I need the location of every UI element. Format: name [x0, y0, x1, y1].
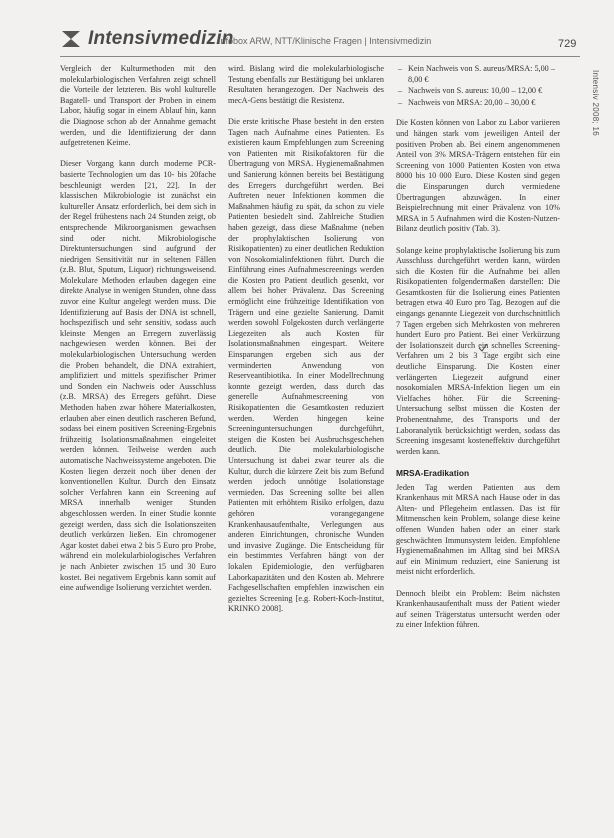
paragraph: Solange keine prophylaktische Isolierung bis zum Ausschluss durchgeführt werden kann, würden sich die Kosten für die Aufnahme bei allen Risikopatienten folgendermaßen darstellen: Die Gesamtkosten für die Isolierung eines Patienten betragen etwa 40 Euro pro Tag. Bezogen auf die eingangs genannte Liegezeit von durchschnittlich 7 Tagen ergeben sich Mehrkosten von mehreren hundert Euro pro Patient. Bei einer Verkürzung der Isolationszeit durch ein schnelles Screening-Verfahren um 2 bis 3 Tage ergibt sich eine deutliche Einsparung. Die Kosten einer verlängerten Liegezeit aufgrund einer nosokomialen MRSA-Infektion liegen um ein Vielfaches höher. Für die Screening-Untersuchung selbst müssen die Kosten der Probenentnahme, des Transports und der Laboranalytik berücksichtigt werden, sodass das Screening insgesamt kosteneffektiv durchgeführt werden kann. [396, 245, 560, 456]
list-item: – Nachweis von MRSA: 20,00 – 30,00 € [396, 98, 560, 109]
paragraph: Dennoch bleibt ein Problem: Beim nächsten Krankenhausaufenthalt muss der Patient wieder auf seinen Trägerstatus untersucht werden oder zu einer Infektion führen. [396, 588, 560, 630]
paragraph: Jeden Tag werden Patienten aus dem Krankenhaus mit MRSA nach Hause oder in das Alten- und Pflegeheim entlassen. Das ist für Mitmenschen kein Problem, solange diese keine offenen Wunden haben oder an einer stark geschwächten Immunsystem leiden. Empfohlene Hygienemaßnahmen im Alltag sind bei MRSA auf ein Minimum reduziert, eine Sanierung ist meist nicht erforderlich. [396, 482, 560, 577]
paragraph: Die Kosten können von Labor zu Labor variieren und hängen stark vom jeweiligen Anteil der positiven Proben ab. Bei einem angenommenen Anteil von 3% MRSA-Trägern entstehen für ein Screening von 1000 Patienten Kosten von etwa 8000 bis 10 000 Euro. Diese Kosten sind gegen die Einsparungen durch vermiedene Übertragungen abzuwägen. In einer Beispielrechnung mit einer Prävalenz von 10% MRSA in 5 Aufnahmen wird die Kosten-Nutzen-Bilanz deutlich positiv (Tab. 3). [396, 118, 560, 234]
page-header [0, 0, 614, 52]
journal-brand: Intensivmedizin [88, 28, 234, 49]
side-label [588, 70, 602, 190]
list-item: – Kein Nachweis von S. aureus/MRSA: 5,00 – 8,00 € [396, 64, 560, 85]
list-item: – Nachweis von S. aureus: 10,00 – 12,00 € [396, 86, 560, 97]
section-heading: MRSA-Eradikation [396, 467, 470, 478]
paragraph: wird. Bislang wird die molekularbiologische Testung ebenfalls zur Bestätigung bei unklaren Resultaten herangezogen. Der Nachweis des mecA-Gens bestätigt die Resistenz. [228, 64, 384, 105]
paragraph: Die erste kritische Phase besteht in den ersten Tagen nach Aufnahme eines Patienten. Es existieren kaum Empfehlungen zum Screening von Patienten mit Risikofaktoren für die Übertragung von MRSA. Hygienemaßnahmen und Sanierung können bereits bei Bestätigung des Erregers durchgeführt werden. Bei Auftreten neuer Infektionen kommen die Maßnahmen häufig zu spät, da schon zu viele Patienten besiedelt sind. Zahlreiche Studien haben gezeigt, dass diese Maßnahme (neben der prophylaktischen Isolierung von Risikopatienten) zu einer deutlichen Reduktion von Nosokomialinfektionen führt. Durch die Einführung eines Aufnahmescreenings werden die Kosten pro Patient deutlich gesenkt, vor allem bei hoher Prävalenz. Das Screening ermöglicht eine frühzeitige Identifikation von Trägern und eine gezielte Sanierung. Damit werden sowohl Folgekosten durch verlängerte Liegezeiten als auch Kosten für Isolationsmaßnahmen eingespart. Weitere Einsparungen ergeben sich aus der verminderten Anwendung von Reserveantibiotika. In einer Modellrechnung konnte gezeigt werden, dass durch das generelle Aufnahmescreening von Risikopatienten die Gesamtkosten reduziert werden. Werden hingegen keine Screeninguntersuchungen durchgeführt, steigen die Kosten bei Ausbruchsgeschehen deutlich. Die molekularbiologische Untersuchung ist dabei zwar teurer als die Kultur, durch die kürzere Zeit bis zum Befund werden jedoch unnötige Isolationstage vermieden. Das Screening sollte bei allen Patienten mit erhöhtem Risiko erfolgen, dazu gehören vorangegangene Krankenhausaufenthalte, Verlegungen aus anderen Einrichtungen, chronische Wunden und invasive Zugänge. Die Entscheidung für ein bestimmtes Verfahren hängt von der lokalen Epidemiologie, den verfügbaren Laborkapazitäten und den Kosten ab. Mehrere Fachgesellschaften empfehlen inzwischen ein gezieltes Screening [e.g. Robert-Koch-Institut, KRINKO 2008]. [228, 116, 384, 614]
paragraph: Vergleich der Kulturmethoden mit den molekularbiologischen Verfahren zeigt schnell die Vorteile der letzteren. Bis wohl kulturelle Bagatell- und Transport der Proben in einem Labor, häufig sogar in einem Ablauf hin, kann die Diagnose schon ab der Annahme gemacht werden, und die Identifizierung der dann aufgetretenen Keime. [60, 64, 216, 148]
running-head: Infobox ARW, NTT/Klinische Fragen | Intensivmedizin [218, 36, 432, 46]
text-column-2 [228, 64, 384, 834]
cost-list [396, 64, 560, 108]
paragraph: Dieser Vorgang kann durch moderne PCR-basierte Technologien um das 10- bis 20fache beschleunigt werden [21, 22]. In der klassischen Mikrobiologie ist zunächst ein kultureller Ansatz erforderlich, bei dem sich in der Regel frühestens nach 24 Stunden zeigt, ob entsprechende Mikroorganismen gewachsen sind oder nicht. Mikrobiologische Direktuntersuchungen sind aufgrund der niedrigen Sensitivität nur in seltenen Fällen (z.B. Blut, Sputum, Liquor) richtungsweisend. Molekulare Methoden erlauben dagegen eine direkte Analyse in wenigen Stunden, ohne dass zuvor eine Kultur angelegt werden muss. Die Identifizierung auf Basis der DNA ist schnell, hochspezifisch und sehr sensitiv, sodass auch kleinste Mengen an Erregern zuverlässig nachgewiesen werden können. Bei der molekularbiologischen Untersuchung werden die Proben behandelt, die DNA extrahiert, amplifiziert und mittels spezifischer Primer und Sonden ein Nachweis oder Ausschluss (z.B. MRSA) des Erregers geführt. Diese Methoden haben zwar höhere Materialkosten, erlauben aber einen deutlich rascheren Befund, sodass bei einem positiven Screening-Ergebnis frühzeitig Isolationsmaßnahmen eingeleitet werden können. Teilweise werden auch automatische Nachweissysteme angeboten. Die Kosten liegen derzeit noch über denen der konventionellen Kultur. Durch den Einsatz solcher Verfahren kann ein Screening auf MRSA innerhalb weniger Stunden abgeschlossen werden. In einer Studie konnte gezeigt werden, dass sich die Isolationszeiten deutlich verkürzen ließen. Ein chromogener Agar kostet dabei etwa 2 bis 5 Euro pro Probe, während ein molekularbiologisches Verfahren je nach Anbieter zwischen 15 und 30 Euro kostet. Bei negativem Ergebnis kann somit auf eine aufwendige Isolierung verzichtet werden. [60, 159, 216, 593]
text-column-1 [60, 64, 216, 834]
text-column-3 [396, 64, 560, 834]
page-number: 729 [558, 38, 577, 50]
handwritten-check-icon [478, 343, 488, 353]
journal-logo-icon [60, 28, 82, 50]
header-divider [60, 56, 580, 57]
side-label-text: Intensiv 2008; 16 [591, 70, 600, 137]
